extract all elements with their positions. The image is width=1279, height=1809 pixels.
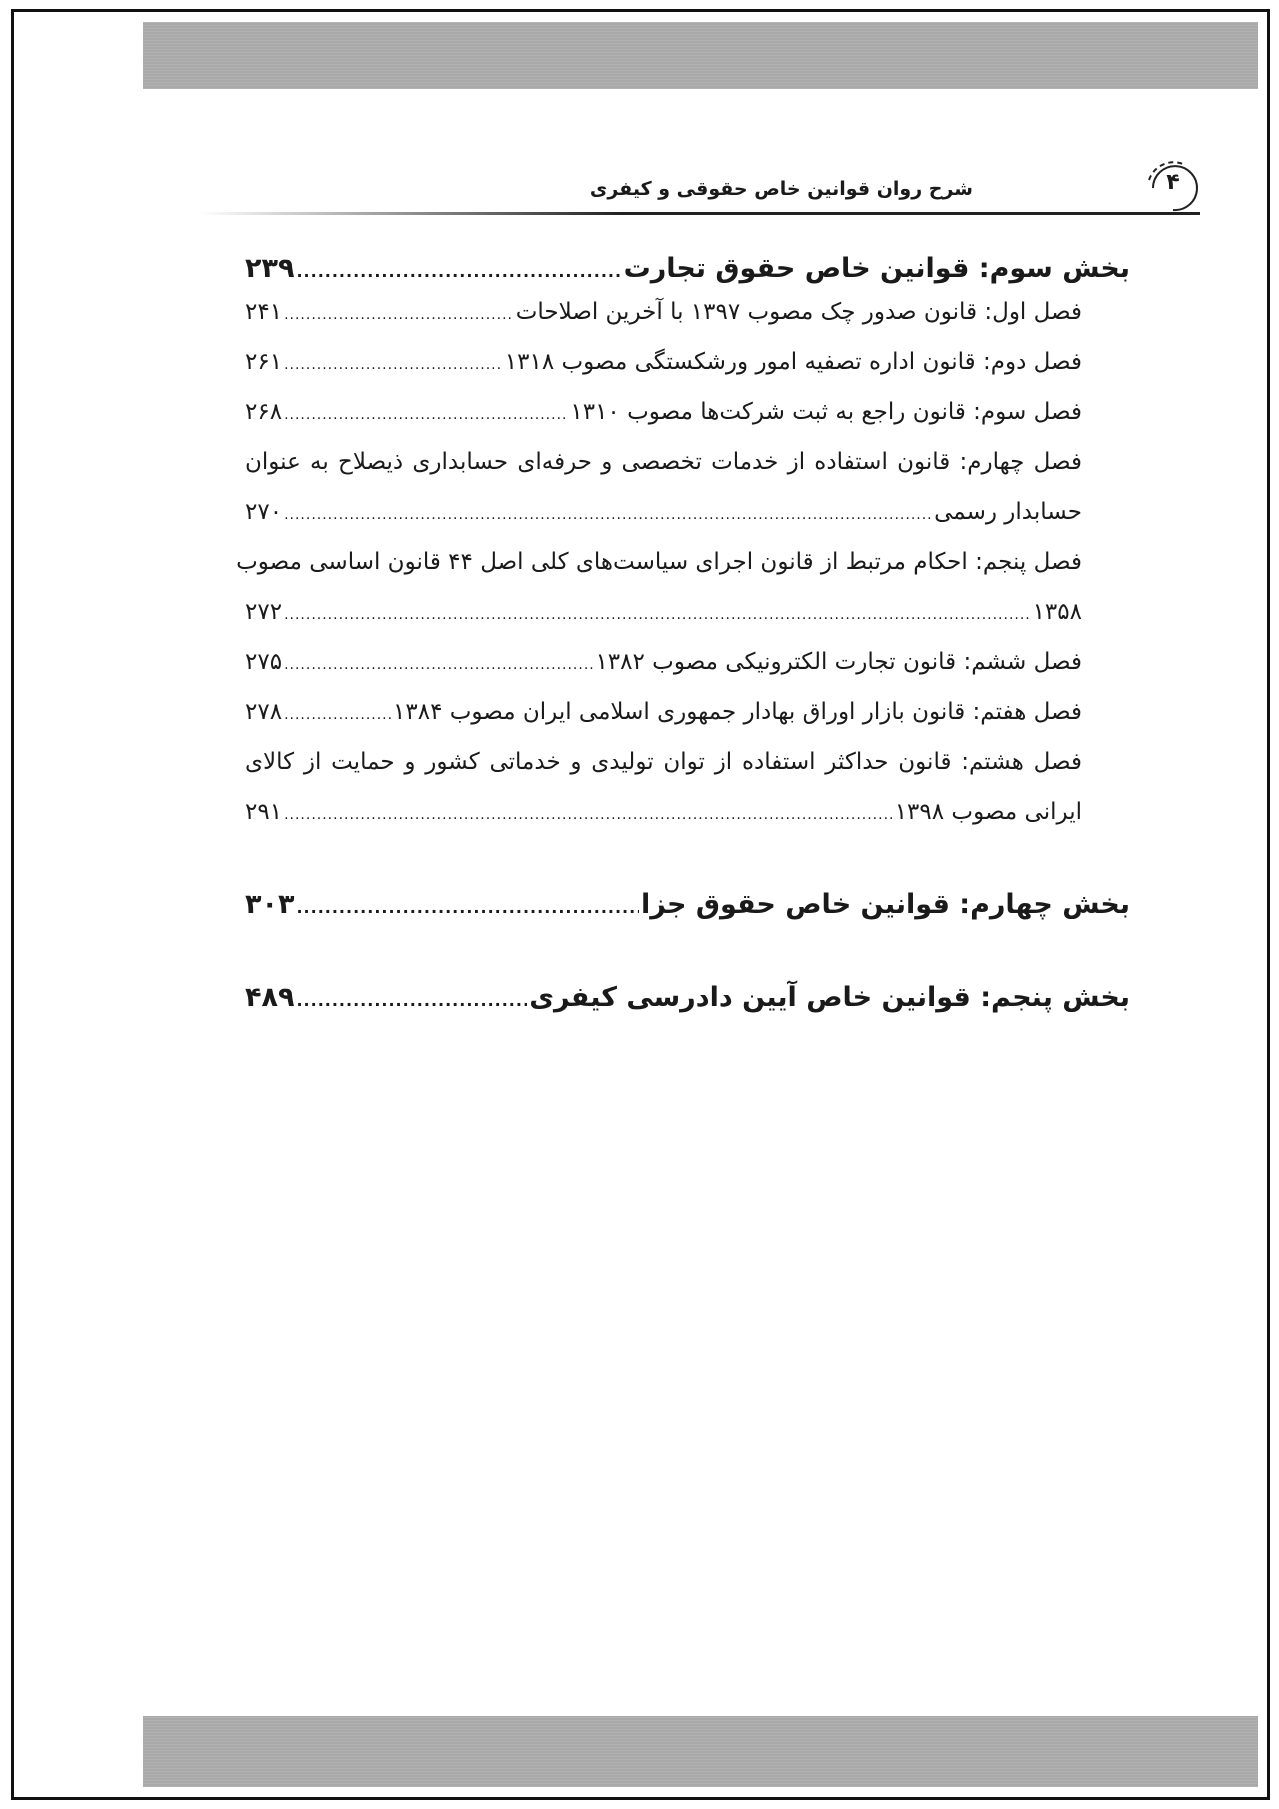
toc-page-number: ۲۷۲	[245, 599, 283, 625]
toc-chapter-2[interactable]	[245, 349, 1130, 399]
toc-part-label: بخش سوم: قوانین خاص حقوق تجارت	[623, 253, 1130, 284]
toc-chapter-label: حسابدار رسمی	[934, 499, 1082, 525]
toc-chapter-label: فصل دوم: قانون اداره تصفیه امور ورشکستگی مصوب ۱۳۱۸	[504, 349, 1082, 375]
toc-part-5[interactable]	[245, 982, 1130, 1028]
toc-chapter-8-line2[interactable]	[245, 799, 1130, 849]
toc-part-4[interactable]	[245, 889, 1130, 935]
toc-chapter-4-line1[interactable]: فصل چهارم: قانون استفاده از خدمات تخصصی و حرفه‌ای حسابداری ذیصلاح به عنوان	[245, 449, 1082, 475]
leader-dots	[284, 607, 1031, 623]
leader-dots	[296, 262, 621, 281]
toc-chapter-3[interactable]	[245, 399, 1130, 449]
leader-dots	[284, 807, 893, 823]
leader-dots	[296, 898, 639, 917]
toc-page-number: ۲۷۵	[245, 649, 283, 675]
toc-chapter-label: ۱۳۵۸	[1032, 599, 1082, 625]
toc-page-number: ۲۷۸	[245, 699, 283, 725]
toc-chapter-label: فصل سوم: قانون راجع به ثبت شرکت‌ها مصوب ۱۳۱۰	[570, 399, 1082, 425]
table-of-contents	[236, 253, 1130, 1028]
leader-dots	[284, 357, 503, 373]
leader-dots	[284, 657, 593, 673]
toc-chapter-1[interactable]	[245, 299, 1130, 349]
toc-chapter-label: ایرانی مصوب ۱۳۹۸	[894, 799, 1082, 825]
toc-chapter-6[interactable]	[245, 649, 1130, 699]
toc-chapter-7[interactable]	[245, 699, 1130, 749]
leader-dots	[284, 507, 932, 523]
header-rule	[200, 212, 1200, 215]
toc-part-label: بخش چهارم: قوانین خاص حقوق جزا	[640, 889, 1130, 920]
toc-part-3[interactable]	[245, 253, 1130, 299]
bottom-decorative-band	[143, 1716, 1258, 1787]
toc-chapter-label: فصل هفتم: قانون بازار اوراق بهادار جمهوری اسلامی ایران مصوب ۱۳۸۴	[393, 699, 1082, 725]
toc-page-number: ۳۰۳	[245, 889, 295, 920]
top-decorative-band	[143, 22, 1258, 89]
running-title: شرح روان قوانین خاص حقوقی و کیفری	[589, 178, 973, 200]
leader-dots	[284, 707, 391, 723]
toc-chapter-4-line2[interactable]	[245, 499, 1130, 549]
toc-page-number: ۲۹۱	[245, 799, 283, 825]
toc-page-number: ۲۷۰	[245, 499, 283, 525]
toc-page-number: ۲۶۸	[245, 399, 283, 425]
toc-chapter-label: فصل اول: قانون صدور چک مصوب ۱۳۹۷ با آخرین اصلاحات	[515, 299, 1082, 325]
page-number: ۴	[1166, 170, 1180, 195]
toc-chapter-5-line2[interactable]	[245, 599, 1130, 649]
toc-page-number: ۲۴۱	[245, 299, 283, 325]
leader-dots	[284, 307, 514, 323]
toc-chapter-label: فصل ششم: قانون تجارت الکترونیکی مصوب ۱۳۸۲	[595, 649, 1082, 675]
toc-page-number: ۴۸۹	[245, 982, 295, 1013]
toc-page-number: ۲۶۱	[245, 349, 283, 375]
leader-dots	[296, 991, 527, 1010]
leader-dots	[284, 407, 568, 423]
toc-chapter-8-line1[interactable]: فصل هشتم: قانون حداکثر استفاده از توان تولیدی و خدماتی کشور و حمایت از کالای	[245, 749, 1082, 775]
toc-page-number: ۲۳۹	[245, 253, 295, 284]
toc-chapter-5-line1[interactable]: فصل پنجم: احکام مرتبط از قانون اجرای سیاست‌های کلی اصل ۴۴ قانون اساسی مصوب	[236, 549, 1082, 575]
running-header	[200, 170, 1205, 220]
toc-part-label: بخش پنجم: قوانین خاص آیین دادرسی کیفری	[529, 982, 1130, 1013]
